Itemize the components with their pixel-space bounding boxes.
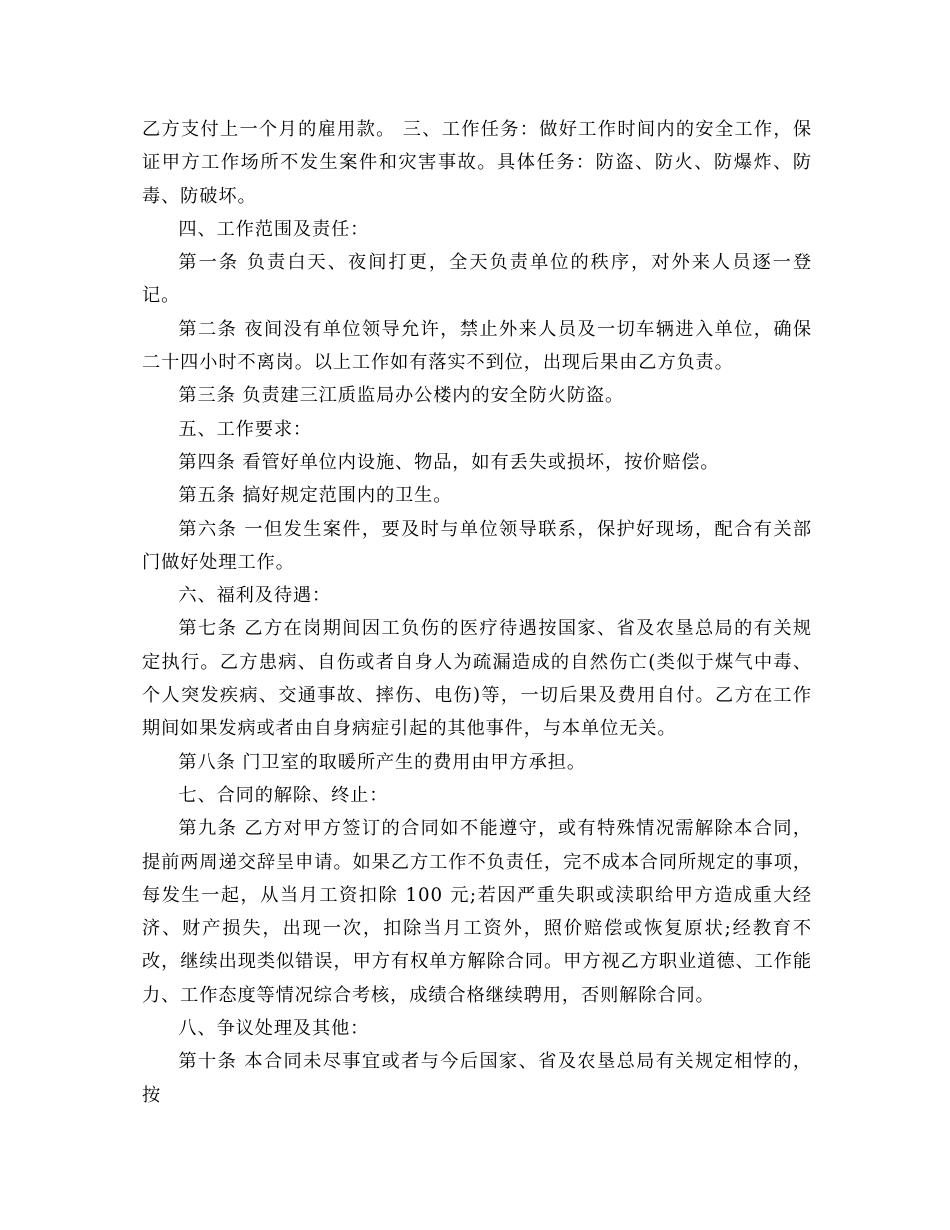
heading-termination: 七、合同的解除、终止：	[178, 784, 389, 806]
paragraph-payment-and-tasks: 乙方支付上一个月的雇用款。 三、工作任务：做好工作时间内的安全工作，保证甲方工作场所不发生案件和灾害事故。具体任务：防盗、防火、防爆炸、防毒、防破坏。	[142, 119, 812, 207]
clause-2: 第二条 夜间没有单位领导允许，禁止外来人员及一切车辆进入单位，确保二十四小时不离岗。以上工作如有落实不到位，出现后果由乙方负责。	[142, 318, 812, 374]
heading-work-requirements: 五、工作要求：	[178, 418, 313, 440]
clause-5: 第五条 搞好规定范围内的卫生。	[178, 485, 453, 507]
document-page	[142, 113, 812, 1112]
clause-4: 第四条 看管好单位内设施、物品，如有丢失或损坏，按价赔偿。	[178, 451, 720, 473]
heading-benefits: 六、福利及待遇：	[178, 585, 332, 607]
clause-8: 第八条 门卫室的取暖所产生的费用由甲方承担。	[178, 751, 586, 773]
heading-scope-and-responsibility: 四、工作范围及责任：	[178, 218, 370, 240]
clause-7: 第七条 乙方在岗期间因工负伤的医疗待遇按国家、省及农垦总局的有关规定执行。乙方患病、自伤或者自身人为疏漏造成的自然伤亡(类似于煤气中毒、个人突发疾病、交通事故、摔伤、电伤)等，一切后果及费用自付。乙方在工作期间如果发病或者由自身病症引起的其他事件，与本单位无关。	[142, 618, 812, 740]
clause-9: 第九条 乙方对甲方签订的合同如不能遵守，或有特殊情况需解除本合同，提前两周递交辞呈申请。如果乙方工作不负责任，完不成本合同所规定的事项，每发生一起，从当月工资扣除 100 元;若因严重失职或渎职给甲方造成重大经济、财产损失，出现一次，扣除当月工资外，照价赔偿或恢复原状;经教育不改，继续出现类似错误，甲方有权单方解除合同。甲方视乙方职业道德、工作能力、工作态度等情况综合考核，成绩合格继续聘用，否则解除合同。	[142, 818, 812, 1006]
heading-disputes: 八、争议处理及其他：	[178, 1018, 370, 1040]
clause-3: 第三条 负责建三江质监局办公楼内的安全防火防盗。	[178, 385, 625, 407]
clause-10: 第十条 本合同未尽事宜或者与今后国家、省及农垦总局有关规定相悖的，按	[142, 1051, 812, 1106]
clause-1: 第一条 负责白天、夜间打更，全天负责单位的秩序，对外来人员逐一登记。	[142, 252, 812, 307]
clause-6: 第六条 一但发生案件，要及时与单位领导联系，保护好现场，配合有关部门做好处理工作。	[142, 518, 812, 573]
